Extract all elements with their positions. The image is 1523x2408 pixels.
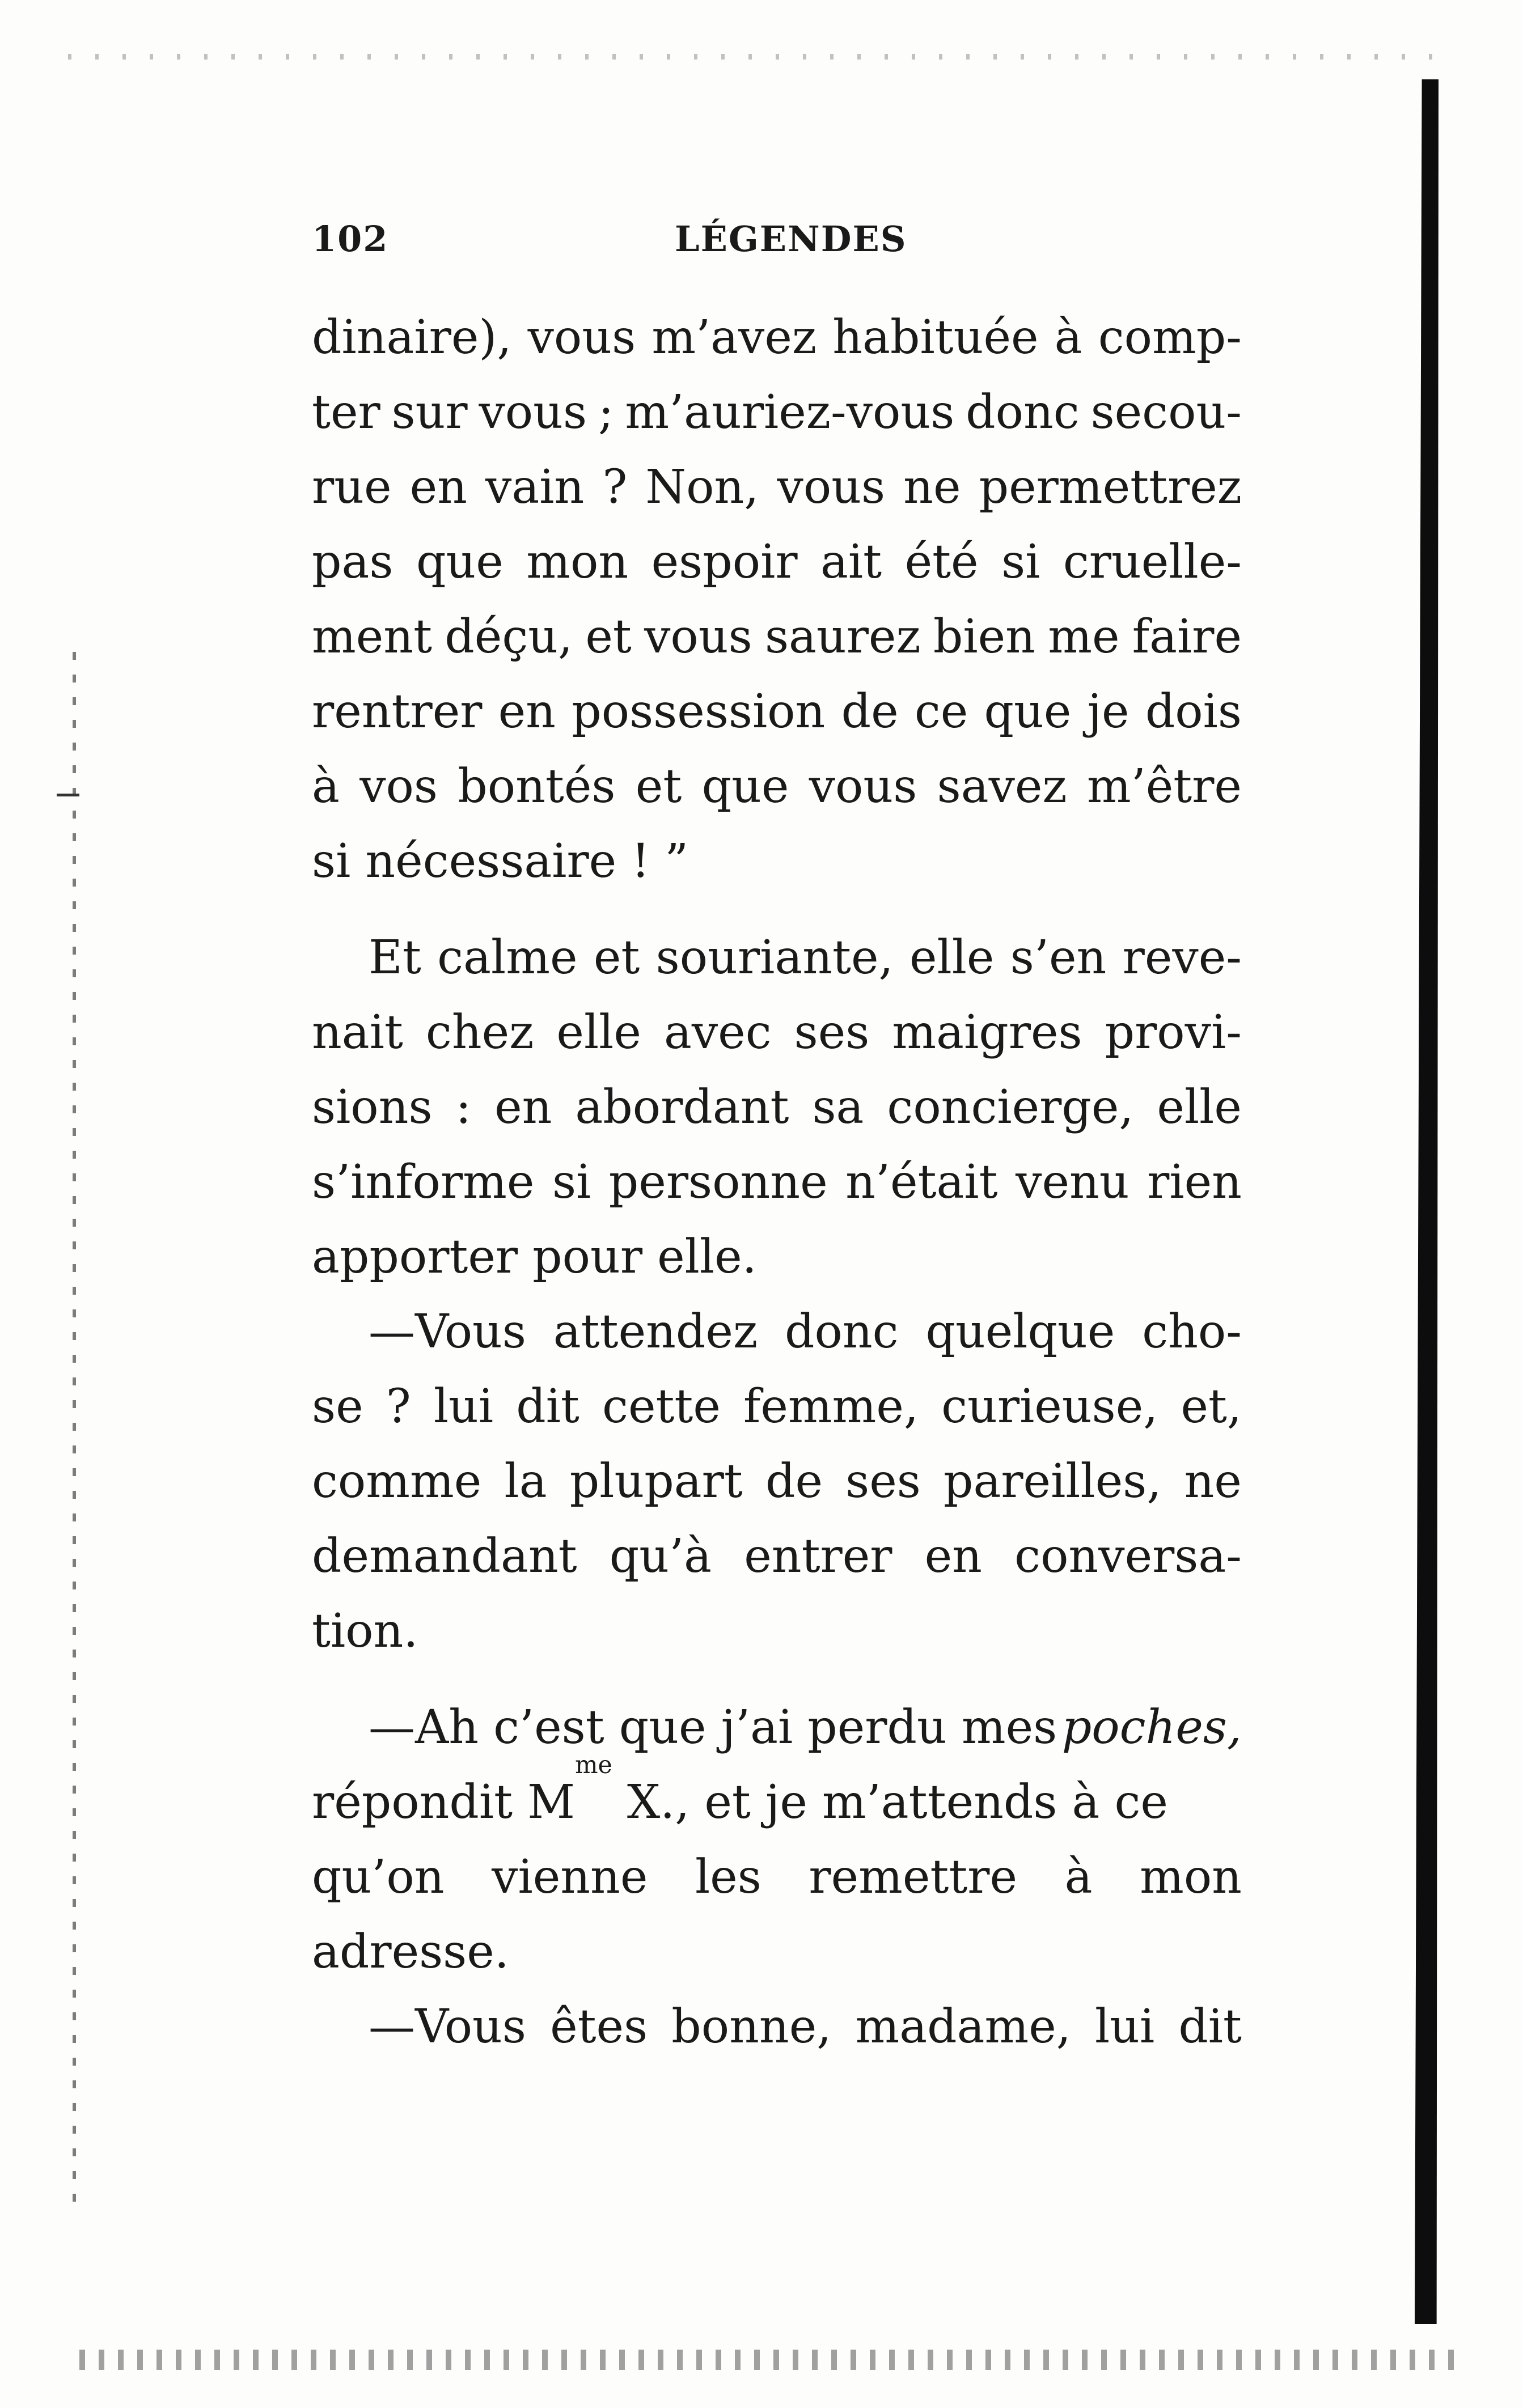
text-line: —Vous êtes bonne, madame, lui dit <box>369 2000 1242 2054</box>
text-line: ter sur vous ; m’auriez-vous donc secou- <box>312 385 1242 439</box>
page-number: 102 <box>312 218 389 260</box>
text-line: Et calme et souriante, elle s’en reve- <box>369 931 1242 985</box>
page-body <box>312 300 1242 2064</box>
text-line <box>312 1751 1242 1840</box>
text-line: ment déçu, et vous saurez bien me faire <box>312 610 1242 664</box>
text-line: sions : en abordant sa concierge, elle <box>312 1080 1242 1134</box>
text-line: qu’on vienne les remettre à mon <box>312 1850 1242 1904</box>
text-line: pas que mon espoir ait été si cruelle- <box>312 535 1242 589</box>
text-line: rue en vain ? Non, vous ne permettrez <box>312 460 1242 514</box>
page-header <box>312 218 1242 269</box>
text-line: s’informe si personne n’était venu rien <box>312 1155 1242 1209</box>
running-head: LÉGENDES <box>675 218 907 260</box>
scan-noise-bottom <box>79 2350 1463 2370</box>
text-line: dinaire), vous m’avez habituée à comp- <box>312 311 1242 364</box>
scan-left-tick <box>57 794 79 796</box>
text-line: adresse. <box>312 1925 509 1979</box>
text-line: tion. <box>312 1604 418 1658</box>
text-line: apporter pour elle. <box>312 1230 757 1284</box>
text-line: se ? lui dit cette femme, curieuse, et, <box>312 1380 1242 1434</box>
text-span: —Ah c’est que j’ai perdu mes <box>369 1701 1057 1754</box>
text-line: rentrer en possession de ce que je dois <box>312 685 1242 739</box>
scan-noise-top <box>68 54 1452 60</box>
text-span: répondit M <box>312 1775 576 1829</box>
text-line: à vos bontés et que vous savez m’être <box>312 760 1242 813</box>
scan-left-margin-marks <box>73 652 76 2211</box>
superscript: me <box>575 1751 612 1779</box>
text-line: —Vous attendez donc quelque cho- <box>369 1305 1242 1359</box>
text-line: si nécessaire ! ” <box>312 834 689 888</box>
text-span: X., et je m’attends à ce <box>612 1775 1168 1829</box>
text-line <box>312 1690 1242 1765</box>
text-line: comme la plupart de ses pareilles, ne <box>312 1455 1242 1508</box>
italic-word: poches, <box>1061 1701 1242 1754</box>
text-line: demandant qu’à entrer en conversa- <box>312 1529 1242 1583</box>
text-line: nait chez elle avec ses maigres provi- <box>312 1006 1242 1059</box>
scan-binding-shadow <box>1415 79 1439 2324</box>
